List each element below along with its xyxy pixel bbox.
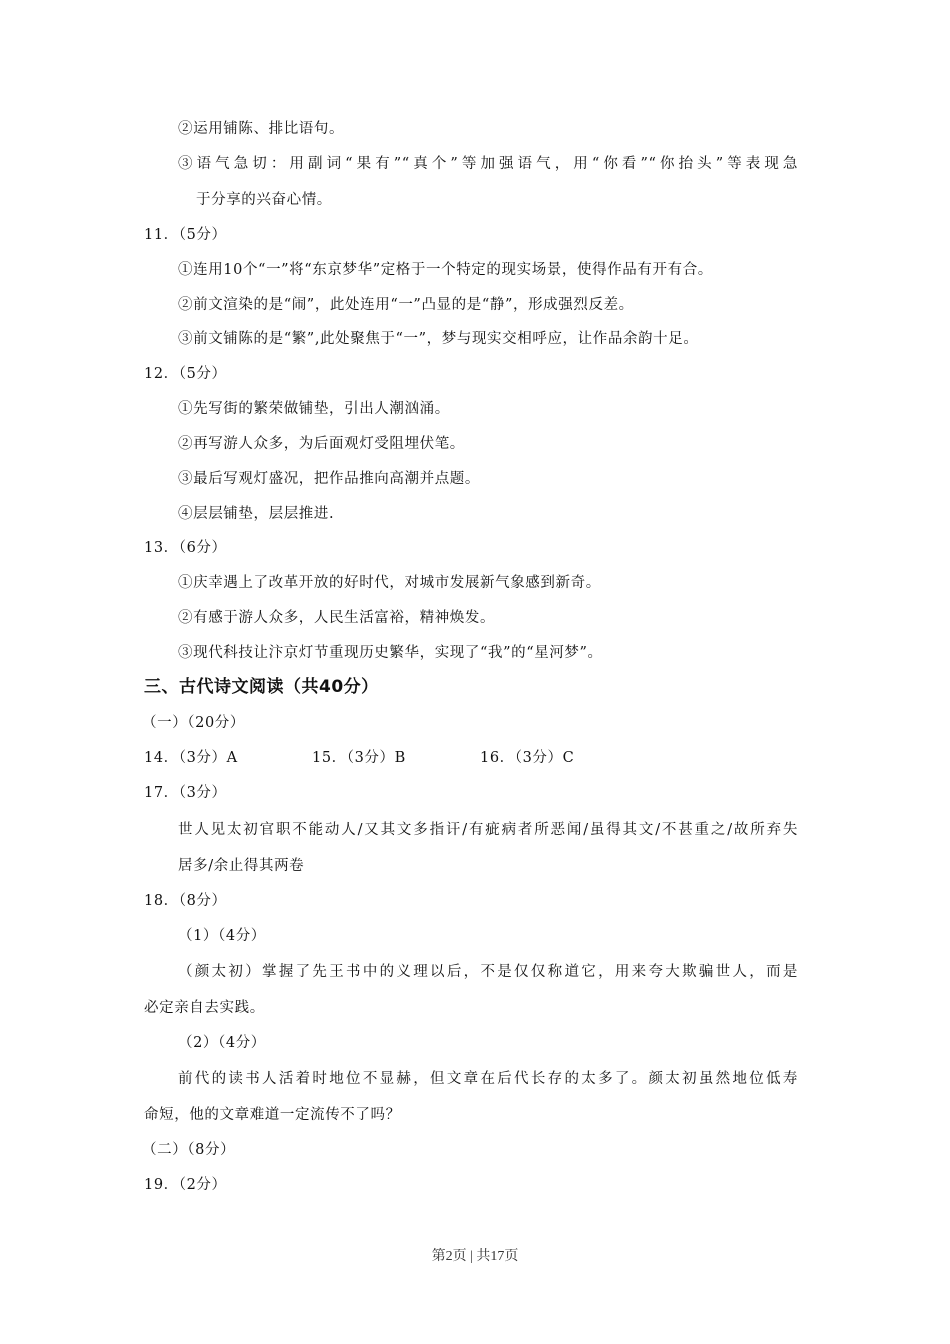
- q18-header: 18．（8分）: [144, 893, 227, 909]
- q12-item-1: ①先写街的繁荣做铺垫，引出人潮汹涌。: [178, 401, 450, 417]
- q12-item-3: ③最后写观灯盛况，把作品推向高潮并点题。: [178, 471, 480, 487]
- q11-item-1: ①连用10个“一”将“东京梦华”定格于一个特定的现实场景，使得作品有开有合。: [178, 262, 713, 278]
- section-3-title: 三、古代诗文阅读（共40分）: [144, 677, 379, 697]
- q17-header: 17．（3分）: [144, 785, 227, 801]
- q13-header: 13．（6分）: [144, 540, 227, 556]
- q11-item-3: ③前文铺陈的是“繁”,此处聚焦于“一”，梦与现实交相呼应，让作品余韵十足。: [178, 331, 699, 347]
- q18-sub1-line-2: 必定亲自去实践。: [144, 1000, 265, 1016]
- q10-item-3-line1: ③语气急切：用副词“果有”“真个”等加强语气，用“你看”“你抬头”等表现急: [178, 156, 798, 172]
- q12-item-4: ④层层铺垫，层层推进.: [178, 506, 335, 522]
- q13-item-1: ①庆幸遇上了改革开放的好时代，对城市发展新气象感到新奇。: [178, 575, 601, 591]
- q18-sub1-line-1: （颜太初）掌握了先王书中的义理以后，不是仅仅称道它，用来夸大欺骗世人，而是: [178, 964, 798, 980]
- q13-item-3: ③现代科技让汴京灯节重现历史繁华，实现了“我”的“星河梦”。: [178, 645, 603, 661]
- q17-line-1: 世人见太初官职不能动人/又其文多指讦/有疵病者所恶闻/虽得其文/不甚重之/故所弃失: [178, 822, 798, 838]
- q19-header: 19．（2分）: [144, 1177, 227, 1193]
- q11-item-2: ②前文渲染的是“闹”，此处连用“一”凸显的是“静”，形成强烈反差。: [178, 297, 634, 313]
- page-indicator: 第2页 | 共17页: [431, 1249, 519, 1264]
- q17-line-2: 居多/余止得其两卷: [178, 858, 305, 874]
- q12-header: 12．（5分）: [144, 366, 227, 382]
- q12-item-2: ②再写游人众多，为后面观灯受阻埋伏笔。: [178, 436, 465, 452]
- q18-sub2-line-2: 命短，他的文章难道一定流传不了吗？: [144, 1107, 401, 1123]
- q18-sub1-header: （1）（4分）: [178, 928, 266, 944]
- q11-header: 11．（5分）: [144, 227, 227, 243]
- part-1-header: （一）（20分）: [142, 715, 246, 731]
- q18-sub2-header: （2）（4分）: [178, 1035, 266, 1051]
- part-2-header: （二）（8分）: [142, 1142, 236, 1158]
- q16-answer: 16．（3分）C: [480, 750, 575, 766]
- q15-answer: 15．（3分）B: [312, 750, 406, 766]
- q14-answer: 14．（3分）A: [144, 750, 238, 766]
- q10-item-3-line2: 于分享的兴奋心情。: [196, 192, 332, 208]
- q10-item-2: ②运用铺陈、排比语句。: [178, 121, 345, 137]
- q13-item-2: ②有感于游人众多，人民生活富裕，精神焕发。: [178, 610, 496, 626]
- q18-sub2-line-1: 前代的读书人活着时地位不显赫，但文章在后代长存的太多了。颜太初虽然地位低寿: [178, 1071, 798, 1087]
